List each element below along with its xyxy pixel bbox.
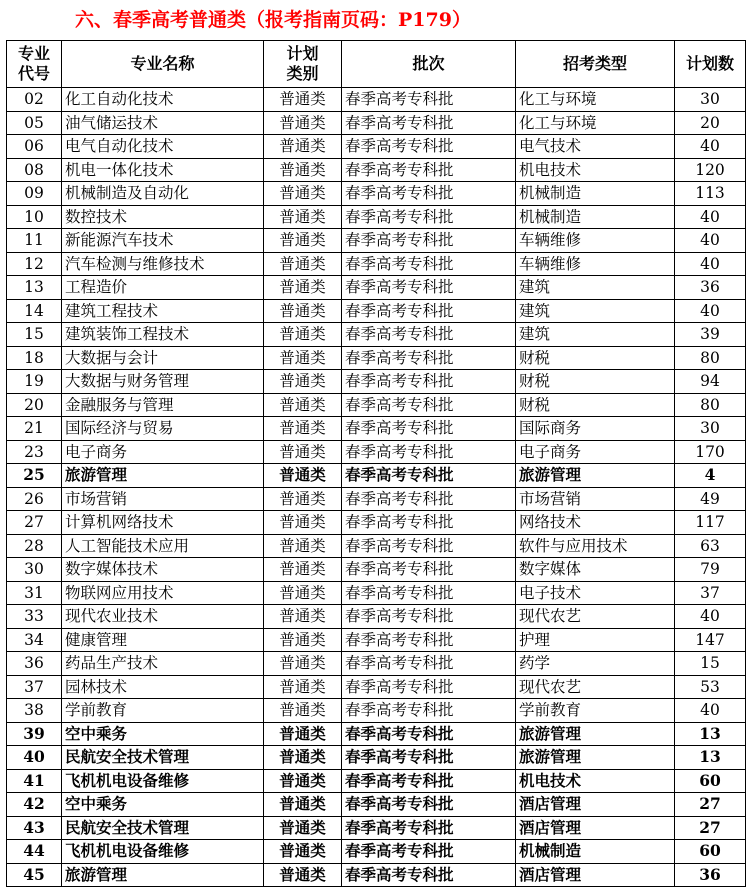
cell-code: 31 (7, 581, 62, 605)
cell-batch: 春季高考专科批 (342, 182, 516, 206)
cell-major-name: 电子商务 (62, 440, 264, 464)
cell-major-name: 空中乘务 (62, 722, 264, 746)
cell-batch: 春季高考专科批 (342, 370, 516, 394)
table-row (7, 229, 746, 253)
cell-category: 普通类 (264, 464, 342, 488)
cell-plan-count: 13 (675, 746, 746, 770)
cell-exam-type: 车辆维修 (516, 229, 675, 253)
table-row (7, 111, 746, 135)
cell-code: 25 (7, 464, 62, 488)
cell-batch: 春季高考专科批 (342, 299, 516, 323)
cell-code: 30 (7, 558, 62, 582)
cell-major-name: 机械制造及自动化 (62, 182, 264, 206)
table-row (7, 793, 746, 817)
cell-plan-count: 60 (675, 769, 746, 793)
cell-exam-type: 酒店管理 (516, 863, 675, 887)
cell-major-name: 工程造价 (62, 276, 264, 300)
cell-plan-count: 53 (675, 675, 746, 699)
cell-batch: 春季高考专科批 (342, 111, 516, 135)
cell-category: 普通类 (264, 863, 342, 887)
cell-code: 06 (7, 135, 62, 159)
cell-major-name: 人工智能技术应用 (62, 534, 264, 558)
cell-exam-type: 网络技术 (516, 511, 675, 535)
cell-code: 05 (7, 111, 62, 135)
header-row (7, 41, 746, 88)
cell-major-name: 学前教育 (62, 699, 264, 723)
table-row (7, 323, 746, 347)
cell-category: 普通类 (264, 299, 342, 323)
cell-plan-count: 40 (675, 135, 746, 159)
cell-exam-type: 护理 (516, 628, 675, 652)
cell-major-name: 市场营销 (62, 487, 264, 511)
cell-category: 普通类 (264, 581, 342, 605)
cell-major-name: 电气自动化技术 (62, 135, 264, 159)
cell-code: 12 (7, 252, 62, 276)
cell-category: 普通类 (264, 323, 342, 347)
cell-category: 普通类 (264, 252, 342, 276)
table-row (7, 534, 746, 558)
cell-code: 08 (7, 158, 62, 182)
cell-category: 普通类 (264, 393, 342, 417)
cell-category: 普通类 (264, 229, 342, 253)
table-row (7, 511, 746, 535)
cell-major-name: 建筑装饰工程技术 (62, 323, 264, 347)
cell-category: 普通类 (264, 205, 342, 229)
table-row (7, 88, 746, 112)
cell-exam-type: 机械制造 (516, 205, 675, 229)
table-row (7, 746, 746, 770)
cell-plan-count: 79 (675, 558, 746, 582)
cell-plan-count: 147 (675, 628, 746, 652)
cell-code: 41 (7, 769, 62, 793)
cell-batch: 春季高考专科批 (342, 229, 516, 253)
cell-code: 40 (7, 746, 62, 770)
cell-batch: 春季高考专科批 (342, 699, 516, 723)
cell-major-name: 大数据与会计 (62, 346, 264, 370)
page-title: 六、春季高考普通类（报考指南页码：P179） (75, 9, 471, 31)
table-row (7, 135, 746, 159)
table-row (7, 252, 746, 276)
cell-major-name: 飞机机电设备维修 (62, 840, 264, 864)
cell-plan-count: 15 (675, 652, 746, 676)
cell-exam-type: 国际商务 (516, 417, 675, 441)
cell-batch: 春季高考专科批 (342, 863, 516, 887)
cell-code: 44 (7, 840, 62, 864)
table-row (7, 699, 746, 723)
cell-code: 02 (7, 88, 62, 112)
cell-code: 27 (7, 511, 62, 535)
table-row (7, 558, 746, 582)
cell-batch: 春季高考专科批 (342, 581, 516, 605)
cell-plan-count: 40 (675, 699, 746, 723)
cell-exam-type: 车辆维修 (516, 252, 675, 276)
cell-batch: 春季高考专科批 (342, 440, 516, 464)
cell-batch: 春季高考专科批 (342, 534, 516, 558)
cell-plan-count: 40 (675, 252, 746, 276)
table-row (7, 605, 746, 629)
cell-batch: 春季高考专科批 (342, 746, 516, 770)
cell-exam-type: 机械制造 (516, 182, 675, 206)
header-name: 专业名称 (62, 41, 264, 88)
cell-code: 26 (7, 487, 62, 511)
cell-category: 普通类 (264, 182, 342, 206)
cell-batch: 春季高考专科批 (342, 276, 516, 300)
cell-exam-type: 数字媒体 (516, 558, 675, 582)
cell-category: 普通类 (264, 840, 342, 864)
cell-code: 15 (7, 323, 62, 347)
cell-batch: 春季高考专科批 (342, 135, 516, 159)
cell-major-name: 旅游管理 (62, 464, 264, 488)
cell-batch: 春季高考专科批 (342, 511, 516, 535)
table-row (7, 816, 746, 840)
cell-plan-count: 40 (675, 605, 746, 629)
cell-exam-type: 旅游管理 (516, 464, 675, 488)
cell-plan-count: 80 (675, 393, 746, 417)
table-row (7, 769, 746, 793)
cell-plan-count: 37 (675, 581, 746, 605)
cell-category: 普通类 (264, 793, 342, 817)
cell-plan-count: 40 (675, 229, 746, 253)
cell-batch: 春季高考专科批 (342, 205, 516, 229)
cell-major-name: 机电一体化技术 (62, 158, 264, 182)
cell-plan-count: 36 (675, 863, 746, 887)
cell-exam-type: 建筑 (516, 299, 675, 323)
cell-exam-type: 电子技术 (516, 581, 675, 605)
cell-plan-count: 49 (675, 487, 746, 511)
cell-category: 普通类 (264, 511, 342, 535)
cell-code: 19 (7, 370, 62, 394)
cell-category: 普通类 (264, 652, 342, 676)
cell-batch: 春季高考专科批 (342, 88, 516, 112)
cell-exam-type: 酒店管理 (516, 793, 675, 817)
cell-major-name: 物联网应用技术 (62, 581, 264, 605)
cell-category: 普通类 (264, 605, 342, 629)
table-row (7, 675, 746, 699)
cell-exam-type: 现代农艺 (516, 605, 675, 629)
cell-exam-type: 市场营销 (516, 487, 675, 511)
cell-batch: 春季高考专科批 (342, 252, 516, 276)
cell-batch: 春季高考专科批 (342, 487, 516, 511)
cell-exam-type: 旅游管理 (516, 746, 675, 770)
cell-category: 普通类 (264, 346, 342, 370)
cell-plan-count: 13 (675, 722, 746, 746)
cell-batch: 春季高考专科批 (342, 346, 516, 370)
cell-major-name: 数字媒体技术 (62, 558, 264, 582)
cell-batch: 春季高考专科批 (342, 769, 516, 793)
cell-major-name: 现代农业技术 (62, 605, 264, 629)
cell-code: 10 (7, 205, 62, 229)
cell-code: 23 (7, 440, 62, 464)
cell-major-name: 健康管理 (62, 628, 264, 652)
cell-exam-type: 机电技术 (516, 158, 675, 182)
cell-major-name: 国际经济与贸易 (62, 417, 264, 441)
cell-category: 普通类 (264, 487, 342, 511)
cell-major-name: 园林技术 (62, 675, 264, 699)
table-row (7, 722, 746, 746)
cell-exam-type: 电气技术 (516, 135, 675, 159)
table-row (7, 346, 746, 370)
cell-category: 普通类 (264, 440, 342, 464)
table-row (7, 299, 746, 323)
table-row (7, 464, 746, 488)
table-row (7, 863, 746, 887)
cell-exam-type: 电子商务 (516, 440, 675, 464)
table-row (7, 417, 746, 441)
cell-category: 普通类 (264, 88, 342, 112)
cell-exam-type: 财税 (516, 370, 675, 394)
cell-code: 36 (7, 652, 62, 676)
cell-category: 普通类 (264, 111, 342, 135)
cell-exam-type: 机械制造 (516, 840, 675, 864)
cell-plan-count: 40 (675, 205, 746, 229)
cell-category: 普通类 (264, 370, 342, 394)
cell-exam-type: 酒店管理 (516, 816, 675, 840)
table-row (7, 205, 746, 229)
table-row (7, 440, 746, 464)
cell-code: 33 (7, 605, 62, 629)
cell-plan-count: 20 (675, 111, 746, 135)
cell-major-name: 大数据与财务管理 (62, 370, 264, 394)
cell-batch: 春季高考专科批 (342, 464, 516, 488)
cell-major-name: 空中乘务 (62, 793, 264, 817)
cell-plan-count: 30 (675, 88, 746, 112)
table-header (7, 41, 746, 88)
cell-category: 普通类 (264, 417, 342, 441)
header-exam-type: 招考类型 (516, 41, 675, 88)
cell-code: 28 (7, 534, 62, 558)
cell-exam-type: 机电技术 (516, 769, 675, 793)
cell-code: 43 (7, 816, 62, 840)
cell-batch: 春季高考专科批 (342, 793, 516, 817)
cell-exam-type: 现代农艺 (516, 675, 675, 699)
cell-plan-count: 63 (675, 534, 746, 558)
cell-batch: 春季高考专科批 (342, 158, 516, 182)
cell-major-name: 建筑工程技术 (62, 299, 264, 323)
cell-batch: 春季高考专科批 (342, 393, 516, 417)
cell-major-name: 民航安全技术管理 (62, 816, 264, 840)
cell-category: 普通类 (264, 534, 342, 558)
cell-plan-count: 120 (675, 158, 746, 182)
table-row (7, 393, 746, 417)
table-row (7, 276, 746, 300)
header-code: 专业代号 (7, 41, 62, 88)
cell-plan-count: 39 (675, 323, 746, 347)
cell-major-name: 药品生产技术 (62, 652, 264, 676)
cell-code: 42 (7, 793, 62, 817)
cell-batch: 春季高考专科批 (342, 840, 516, 864)
table-row (7, 581, 746, 605)
table-row (7, 652, 746, 676)
cell-category: 普通类 (264, 135, 342, 159)
cell-exam-type: 学前教育 (516, 699, 675, 723)
cell-batch: 春季高考专科批 (342, 417, 516, 441)
table-body (7, 88, 746, 887)
cell-plan-count: 27 (675, 816, 746, 840)
cell-major-name: 飞机机电设备维修 (62, 769, 264, 793)
cell-exam-type: 化工与环境 (516, 111, 675, 135)
cell-code: 09 (7, 182, 62, 206)
cell-major-name: 数控技术 (62, 205, 264, 229)
cell-batch: 春季高考专科批 (342, 816, 516, 840)
cell-plan-count: 113 (675, 182, 746, 206)
table-row (7, 370, 746, 394)
table-row (7, 840, 746, 864)
cell-plan-count: 40 (675, 299, 746, 323)
cell-category: 普通类 (264, 769, 342, 793)
cell-code: 37 (7, 675, 62, 699)
cell-category: 普通类 (264, 675, 342, 699)
cell-major-name: 民航安全技术管理 (62, 746, 264, 770)
table-row (7, 158, 746, 182)
cell-major-name: 金融服务与管理 (62, 393, 264, 417)
cell-category: 普通类 (264, 722, 342, 746)
cell-exam-type: 建筑 (516, 323, 675, 347)
cell-major-name: 化工自动化技术 (62, 88, 264, 112)
cell-plan-count: 27 (675, 793, 746, 817)
cell-code: 45 (7, 863, 62, 887)
cell-plan-count: 170 (675, 440, 746, 464)
cell-plan-count: 117 (675, 511, 746, 535)
cell-code: 14 (7, 299, 62, 323)
cell-exam-type: 财税 (516, 393, 675, 417)
cell-code: 18 (7, 346, 62, 370)
cell-plan-count: 94 (675, 370, 746, 394)
cell-category: 普通类 (264, 816, 342, 840)
cell-batch: 春季高考专科批 (342, 628, 516, 652)
cell-code: 38 (7, 699, 62, 723)
cell-batch: 春季高考专科批 (342, 558, 516, 582)
cell-plan-count: 60 (675, 840, 746, 864)
cell-category: 普通类 (264, 276, 342, 300)
cell-code: 13 (7, 276, 62, 300)
cell-plan-count: 30 (675, 417, 746, 441)
cell-exam-type: 药学 (516, 652, 675, 676)
cell-category: 普通类 (264, 746, 342, 770)
cell-batch: 春季高考专科批 (342, 605, 516, 629)
cell-plan-count: 80 (675, 346, 746, 370)
cell-code: 34 (7, 628, 62, 652)
cell-category: 普通类 (264, 699, 342, 723)
cell-major-name: 旅游管理 (62, 863, 264, 887)
cell-code: 20 (7, 393, 62, 417)
cell-category: 普通类 (264, 628, 342, 652)
header-count: 计划数 (675, 41, 746, 88)
cell-major-name: 汽车检测与维修技术 (62, 252, 264, 276)
cell-batch: 春季高考专科批 (342, 323, 516, 347)
table-row (7, 487, 746, 511)
cell-code: 11 (7, 229, 62, 253)
cell-exam-type: 财税 (516, 346, 675, 370)
cell-category: 普通类 (264, 158, 342, 182)
cell-major-name: 新能源汽车技术 (62, 229, 264, 253)
cell-exam-type: 建筑 (516, 276, 675, 300)
enrollment-plan-table (6, 40, 746, 887)
cell-batch: 春季高考专科批 (342, 722, 516, 746)
cell-exam-type: 化工与环境 (516, 88, 675, 112)
cell-code: 21 (7, 417, 62, 441)
header-batch: 批次 (342, 41, 516, 88)
header-category: 计划类别 (264, 41, 342, 88)
cell-major-name: 油气储运技术 (62, 111, 264, 135)
cell-category: 普通类 (264, 558, 342, 582)
table-row (7, 182, 746, 206)
cell-plan-count: 36 (675, 276, 746, 300)
table-row (7, 628, 746, 652)
cell-code: 39 (7, 722, 62, 746)
cell-plan-count: 4 (675, 464, 746, 488)
cell-batch: 春季高考专科批 (342, 675, 516, 699)
cell-exam-type: 软件与应用技术 (516, 534, 675, 558)
cell-batch: 春季高考专科批 (342, 652, 516, 676)
cell-major-name: 计算机网络技术 (62, 511, 264, 535)
cell-exam-type: 旅游管理 (516, 722, 675, 746)
